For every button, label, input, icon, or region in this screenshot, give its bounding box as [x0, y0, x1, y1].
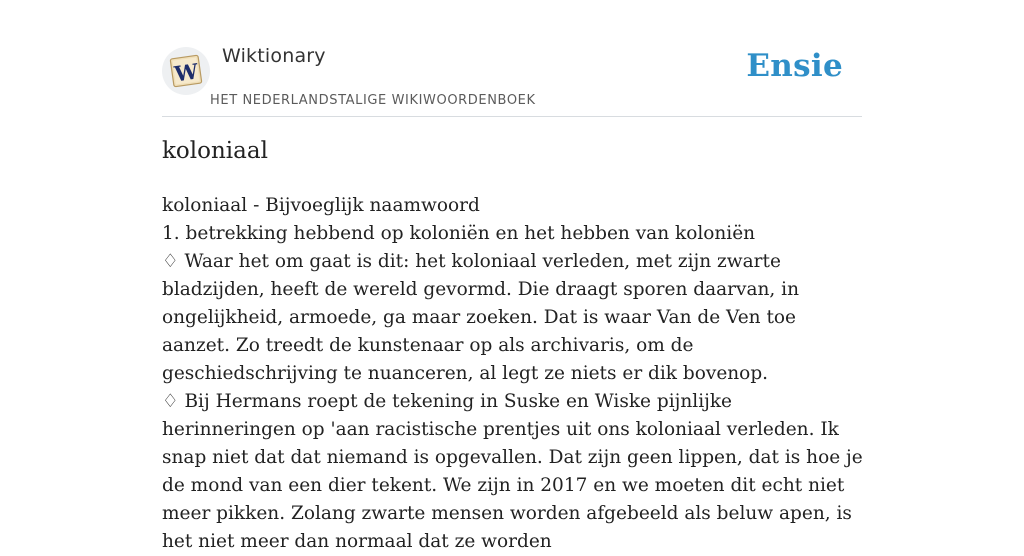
wiktionary-tile-icon	[162, 47, 210, 95]
wiktionary-logo-icon[interactable]	[162, 47, 210, 95]
site-header	[162, 0, 862, 117]
entry-content	[162, 192, 867, 556]
site-name[interactable]: Wiktionary	[222, 45, 326, 67]
site-tagline: HET NEDERLANDSTALIGE WIKIWOORDENBOEK	[210, 93, 536, 108]
entry-heading: koloniaal - Bijvoeglijk naamwoord	[162, 195, 480, 216]
example-sentence: ♢ Waar het om gaat is dit: het koloniaal verleden, met zijn zwarte bladzijden, heeft de wereld gevormd. Die draagt sporen daarvan, in ongelijkheid, armoede, ga maar zoeken. Dat is waar Van de Ven toe aanzet. Zo treedt de kunstenaar op als archivaris, om de geschiedschrijving te nuanceren, al legt ze niets er dik bovenop.	[162, 251, 800, 384]
entry-definition: 1. betrekking hebbend op koloniën en het hebben van koloniën	[162, 223, 756, 244]
logo-letter: W	[172, 58, 200, 87]
ensie-brand-link[interactable]: Ensie	[746, 48, 843, 84]
example-sentence: ♢ Bij Hermans roept de tekening in Suske en Wiske pijnlijke herinneringen op 'aan racistische prentjes uit ons koloniaal verleden. Ik snap niet dat dat niemand is opgevallen. Dat zijn geen lippen, dat is hoe je de mond van een dier tekent. We zijn in 2017 en we moeten dit echt niet meer pikken. Zolang zwarte mensen worden afgebeeld als beluw apen, is het niet meer dan normaal dat ze worden	[162, 391, 863, 552]
page-title: koloniaal	[162, 138, 268, 164]
